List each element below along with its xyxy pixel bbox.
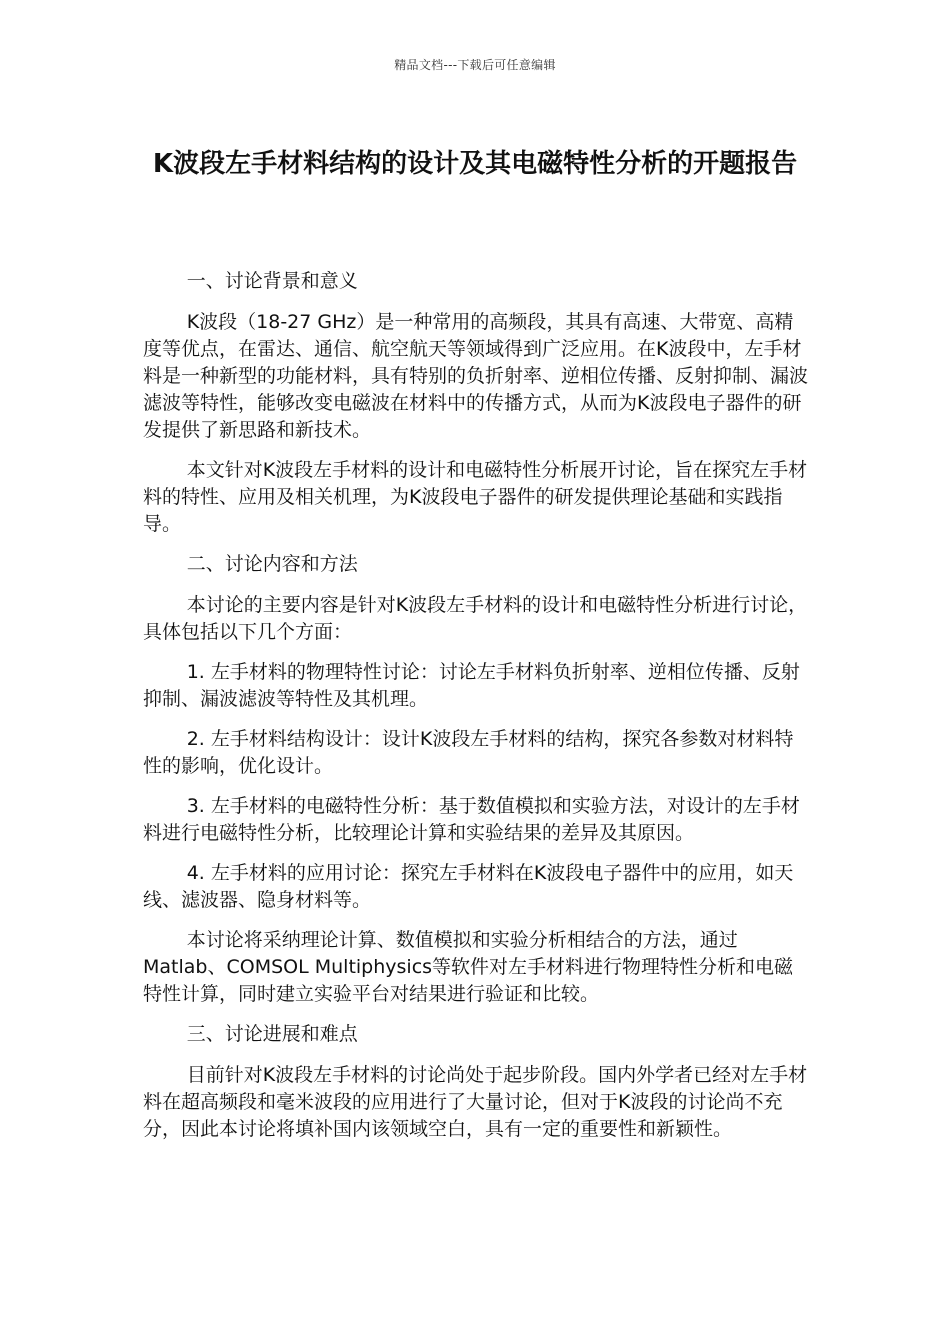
list-item: 2. 左手材料结构设计：设计K波段左手材料的结构，探究各参数对材料特性的影响，优化设计。 xyxy=(143,728,794,777)
document-body xyxy=(143,268,808,1156)
paragraph: 目前针对K波段左手材料的讨论尚处于起步阶段。国内外学者已经对左手材料在超高频段和毫米波段的应用进行了大量讨论，但对于K波段的讨论尚不充分，因此本讨论将填补国内该领域空白，具有一定的重要性和新颖性。 xyxy=(143,1064,808,1140)
list-item: 4. 左手材料的应用讨论：探究左手材料在K波段电子器件中的应用，如天线、滤波器、隐身材料等。 xyxy=(143,862,794,911)
paragraph: 本讨论将采纳理论计算、数值模拟和实验分析相结合的方法，通过Matlab、COMSOL Multiphysics等软件对左手材料进行物理特性分析和电磁特性计算，同时建立实验平台对结果进行验证和比较。 xyxy=(143,929,794,1005)
document-title: K波段左手材料结构的设计及其电磁特性分析的开题报告 xyxy=(152,149,798,179)
list-item: 3. 左手材料的电磁特性分析：基于数值模拟和实验方法，对设计的左手材料进行电磁特性分析，比较理论计算和实验结果的差异及其原因。 xyxy=(143,795,800,844)
paragraph: K波段（18-27 GHz）是一种常用的高频段，其具有高速、大带宽、高精度等优点，在雷达、通信、航空航天等领域得到广泛应用。在K波段中，左手材料是一种新型的功能材料，具有特别的负折射率、逆相位传播、反射抑制、漏波滤波等特性，能够改变电磁波在材料中的传播方式，从而为K波段电子器件的研发提供了新思路和新技术。 xyxy=(143,311,809,441)
paragraph: 本讨论的主要内容是针对K波段左手材料的设计和电磁特性分析进行讨论，具体包括以下几个方面： xyxy=(143,594,808,643)
section-heading: 一、讨论背景和意义 xyxy=(186,270,358,292)
section-heading: 三、讨论进展和难点 xyxy=(186,1023,358,1045)
paragraph: 本文针对K波段左手材料的设计和电磁特性分析展开讨论，旨在探究左手材料的特性、应用及相关机理，为K波段电子器件的研发提供理论基础和实践指导。 xyxy=(143,459,808,535)
header-note: 精品文档---下载后可任意编辑 xyxy=(394,58,556,72)
section-heading: 二、讨论内容和方法 xyxy=(186,553,358,575)
list-item: 1. 左手材料的物理特性讨论：讨论左手材料负折射率、逆相位传播、反射抑制、漏波滤波等特性及其机理。 xyxy=(143,661,800,710)
